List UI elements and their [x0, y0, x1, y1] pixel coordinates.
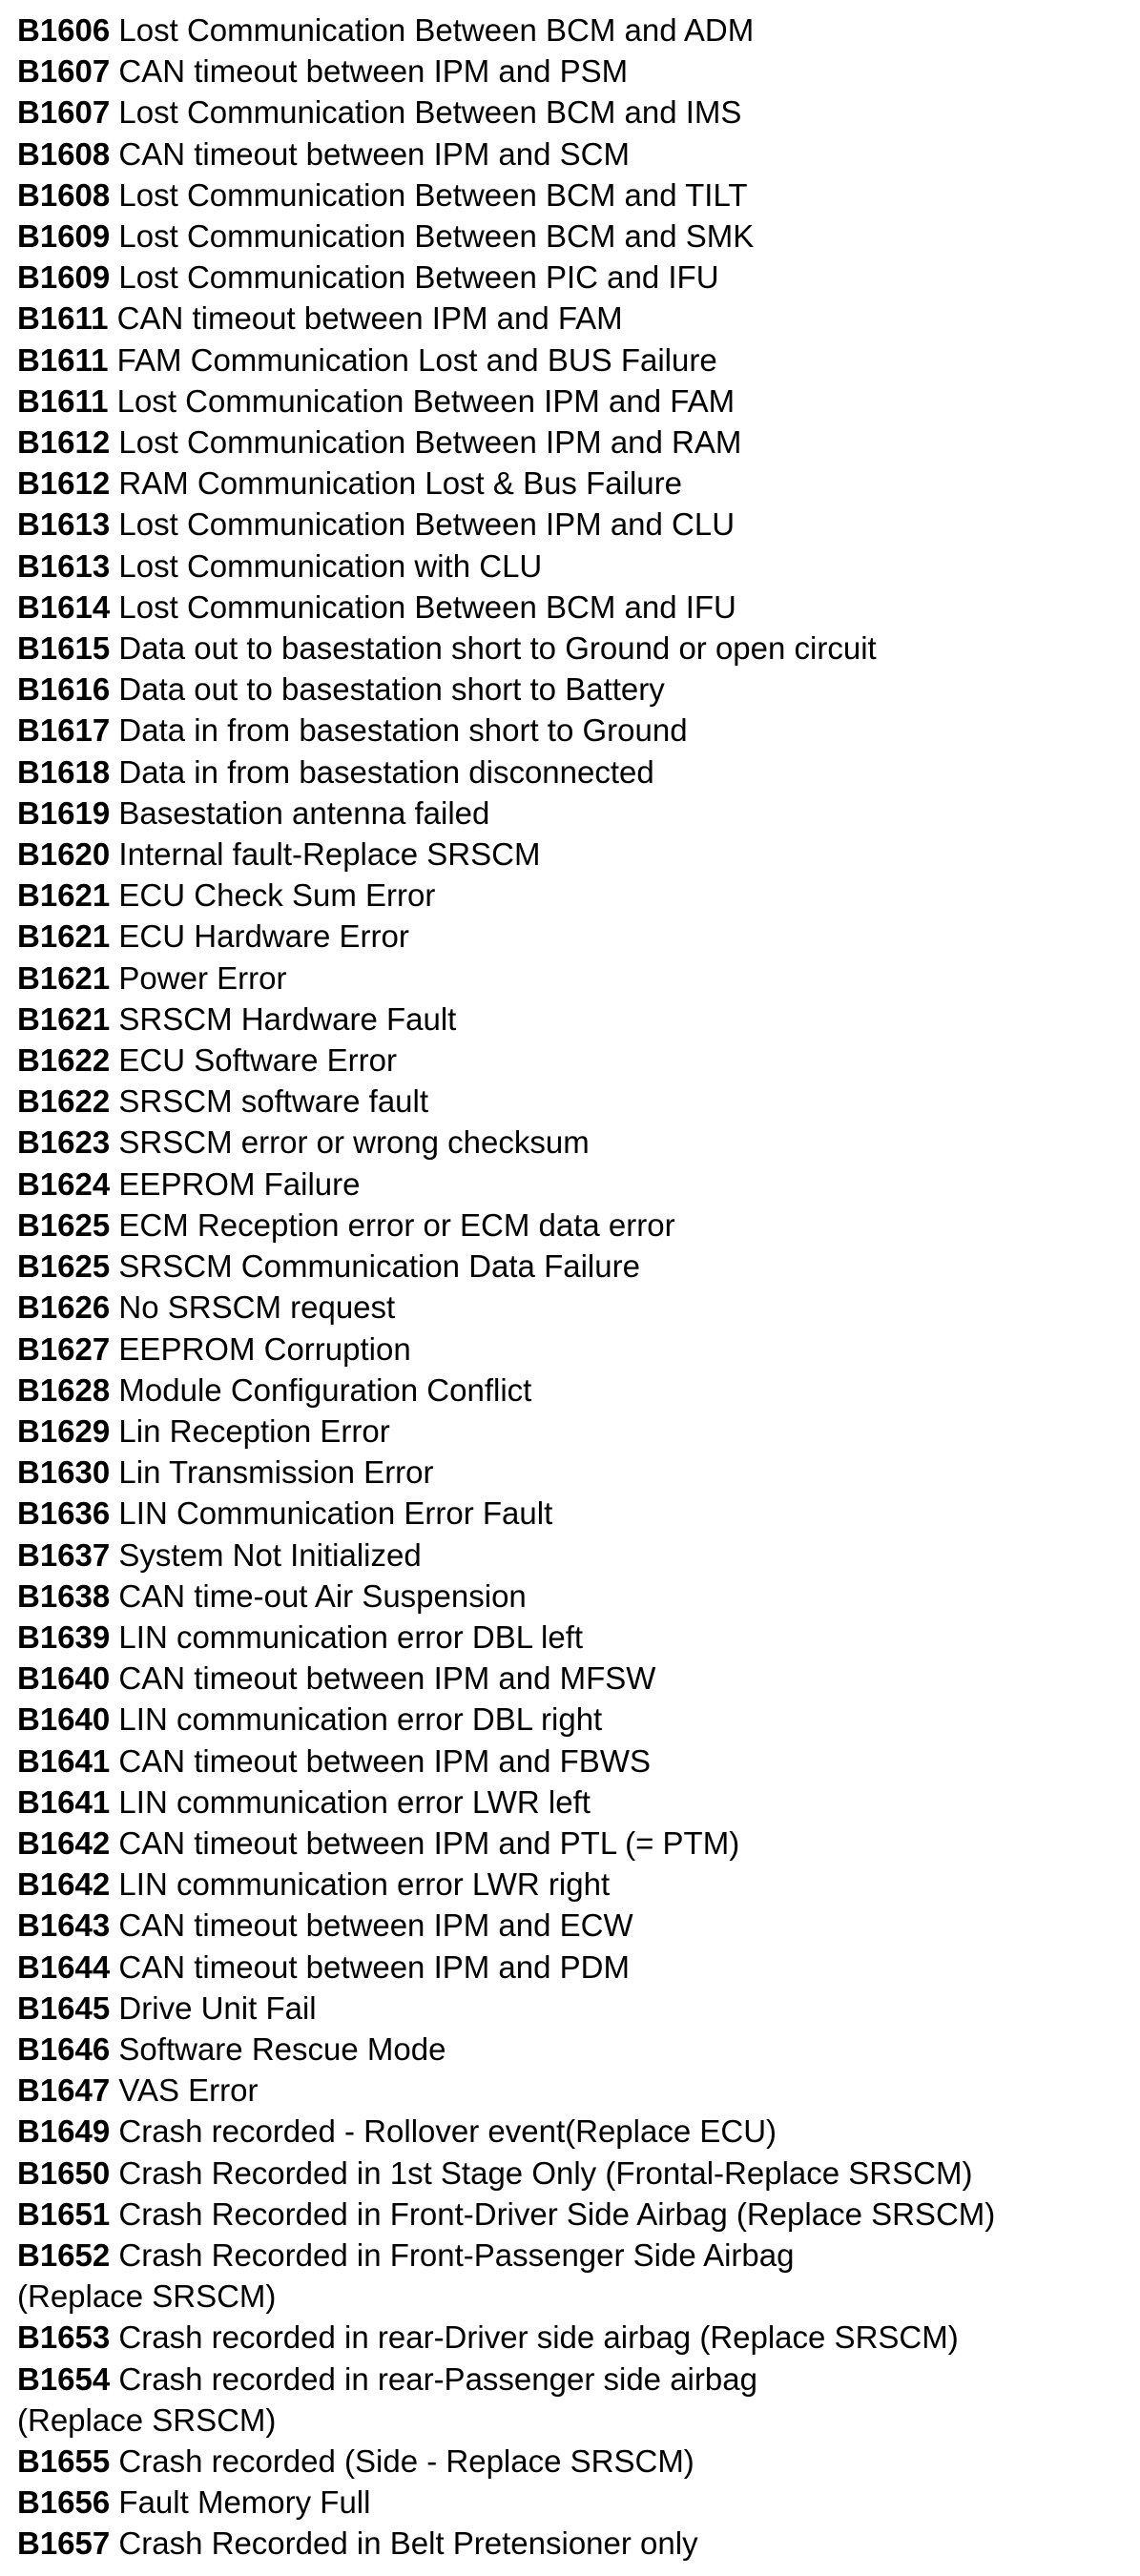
dtc-description: CAN timeout between IPM and PSM	[118, 53, 629, 90]
dtc-entry	[17, 1370, 1133, 1411]
dtc-entry	[17, 1864, 1133, 1905]
dtc-entry	[17, 669, 1133, 710]
dtc-code: B1611	[17, 300, 109, 337]
dtc-code: B1625	[17, 1248, 111, 1285]
dtc-entry	[17, 1287, 1133, 1328]
dtc-entry	[17, 999, 1133, 1040]
dtc-description: Crash Recorded in Front-Driver Side Airbag (Replace SRSCM)	[118, 2195, 996, 2232]
dtc-entry	[17, 1329, 1133, 1370]
dtc-code: B1606	[17, 12, 111, 48]
dtc-description: Data in from basestation disconnected	[118, 753, 654, 790]
dtc-description: CAN time-out Air Suspension	[118, 1577, 527, 1614]
dtc-entry	[17, 1741, 1133, 1782]
dtc-description: Crash Recorded in Belt Pretensioner only	[118, 2525, 698, 2562]
dtc-code: B1638	[17, 1577, 111, 1614]
dtc-entry	[17, 2153, 1133, 2194]
dtc-entry	[17, 216, 1133, 257]
dtc-entry	[17, 1988, 1133, 2029]
dtc-code: B1616	[17, 671, 111, 708]
dtc-code: B1643	[17, 1907, 111, 1944]
dtc-description: Lost Communication Between BCM and IMS	[118, 94, 742, 131]
dtc-entry	[17, 463, 1133, 504]
dtc-code: B1646	[17, 2030, 111, 2067]
dtc-code: B1615	[17, 630, 111, 667]
dtc-entry	[17, 504, 1133, 545]
dtc-description: Crash recorded (Side - Replace SRSCM)	[118, 2442, 694, 2479]
dtc-description: Crash recorded - Rollover event(Replace ECU)	[118, 2113, 777, 2150]
dtc-description: Lin Transmission Error	[118, 1454, 434, 1491]
dtc-entry	[17, 1617, 1133, 1658]
dtc-code: B1650	[17, 2154, 111, 2191]
dtc-entry	[17, 834, 1133, 875]
dtc-code: B1617	[17, 712, 111, 749]
dtc-code: B1651	[17, 2195, 111, 2232]
dtc-entry	[17, 546, 1133, 587]
dtc-entry	[17, 1699, 1133, 1740]
dtc-description: Data out to basestation short to Battery	[118, 671, 665, 708]
dtc-code: B1636	[17, 1495, 111, 1532]
dtc-entry	[17, 1947, 1133, 1988]
dtc-description: SRSCM error or wrong checksum	[118, 1124, 590, 1161]
dtc-code: B1608	[17, 176, 111, 213]
dtc-description-continuation: (Replace SRSCM)	[17, 2401, 277, 2438]
dtc-description: EEPROM Corruption	[118, 1330, 411, 1367]
dtc-code-list	[17, 10, 1133, 2565]
dtc-description: Drive Unit Fail	[118, 1989, 317, 2026]
dtc-description: LIN communication error LWR right	[118, 1866, 611, 1903]
dtc-description: Lost Communication Between BCM and ADM	[118, 12, 755, 48]
dtc-description: Lin Reception Error	[118, 1412, 390, 1449]
dtc-code: B1640	[17, 1660, 111, 1697]
dtc-code: B1619	[17, 794, 111, 831]
dtc-description: Crash Recorded in Front-Passenger Side Airbag	[118, 2236, 795, 2273]
dtc-description: LIN Communication Error Fault	[118, 1495, 553, 1532]
dtc-code: B1630	[17, 1454, 111, 1491]
dtc-code: B1629	[17, 1412, 111, 1449]
dtc-description: Crash Recorded in 1st Stage Only (Frontal-Replace SRSCM)	[118, 2154, 973, 2191]
dtc-description: Internal fault-Replace SRSCM	[118, 836, 541, 873]
dtc-description: RAM Communication Lost & Bus Failure	[118, 465, 682, 502]
dtc-entry	[17, 1411, 1133, 1452]
dtc-entry	[17, 628, 1133, 669]
dtc-entry	[17, 1205, 1133, 1246]
dtc-entry	[17, 92, 1133, 133]
dtc-code: B1614	[17, 588, 111, 625]
dtc-description: Lost Communication with CLU	[118, 547, 543, 584]
dtc-code: B1612	[17, 424, 111, 461]
dtc-description: Software Rescue Mode	[118, 2030, 446, 2067]
dtc-entry	[17, 1658, 1133, 1699]
dtc-code: B1644	[17, 1948, 111, 1985]
dtc-entry	[17, 2070, 1133, 2111]
dtc-description: Lost Communication Between BCM and SMK	[118, 218, 755, 255]
dtc-entry	[17, 1081, 1133, 1122]
dtc-entry	[17, 1576, 1133, 1617]
dtc-description: SRSCM Hardware Fault	[118, 1000, 457, 1037]
dtc-code: B1621	[17, 877, 111, 914]
dtc-code: B1607	[17, 94, 111, 131]
dtc-description: LIN communication error DBL right	[118, 1701, 603, 1738]
dtc-code: B1653	[17, 2319, 111, 2356]
dtc-code: B1655	[17, 2442, 111, 2479]
dtc-code: B1657	[17, 2525, 111, 2562]
dtc-description: CAN timeout between IPM and FAM	[116, 300, 623, 337]
dtc-entry	[17, 2523, 1133, 2564]
dtc-description: CAN timeout between IPM and FBWS	[118, 1742, 651, 1779]
dtc-entry	[17, 1782, 1133, 1823]
dtc-code: B1618	[17, 753, 111, 790]
dtc-entry	[17, 1905, 1133, 1946]
dtc-entry	[17, 2359, 1133, 2400]
dtc-code: B1621	[17, 1000, 111, 1037]
dtc-entry	[17, 1040, 1133, 1081]
dtc-code: B1625	[17, 1206, 111, 1243]
dtc-code: B1641	[17, 1783, 111, 1820]
dtc-code: B1637	[17, 1536, 111, 1573]
dtc-code: B1641	[17, 1742, 111, 1779]
dtc-entry	[17, 793, 1133, 834]
dtc-description: Lost Communication Between IPM and RAM	[118, 424, 742, 461]
dtc-description: ECU Hardware Error	[118, 918, 409, 955]
dtc-code: B1652	[17, 2236, 111, 2273]
dtc-description: ECU Software Error	[118, 1042, 397, 1079]
dtc-code: B1620	[17, 836, 111, 873]
dtc-description: Lost Communication Between PIC and IFU	[118, 259, 719, 296]
dtc-entry	[17, 1246, 1133, 1287]
dtc-entry	[17, 134, 1133, 175]
dtc-code: B1607	[17, 53, 111, 90]
dtc-entry	[17, 1535, 1133, 1576]
dtc-entry	[17, 752, 1133, 793]
dtc-code: B1621	[17, 918, 111, 955]
dtc-code: B1639	[17, 1618, 111, 1655]
dtc-description: SRSCM software fault	[118, 1083, 429, 1120]
dtc-entry	[17, 1493, 1133, 1534]
dtc-description: System Not Initialized	[118, 1536, 422, 1573]
dtc-code: B1609	[17, 259, 111, 296]
dtc-code: B1611	[17, 382, 109, 419]
dtc-entry	[17, 1823, 1133, 1864]
dtc-description: CAN timeout between IPM and MFSW	[118, 1660, 656, 1697]
dtc-code: B1624	[17, 1165, 111, 1202]
dtc-code: B1640	[17, 1701, 111, 1738]
dtc-description: Crash recorded in rear-Driver side airbag (Replace SRSCM)	[118, 2319, 959, 2356]
dtc-code: B1642	[17, 1824, 111, 1861]
dtc-entry	[17, 2482, 1133, 2523]
dtc-code: B1623	[17, 1124, 111, 1161]
dtc-description: ECU Check Sum Error	[118, 877, 436, 914]
dtc-description: Lost Communication Between IPM and FAM	[116, 382, 736, 419]
dtc-entry	[17, 587, 1133, 628]
dtc-entry	[17, 422, 1133, 463]
dtc-entry	[17, 175, 1133, 216]
dtc-description: CAN timeout between IPM and SCM	[118, 135, 630, 172]
dtc-description: CAN timeout between IPM and PTL (= PTM)	[118, 1824, 740, 1861]
dtc-description: Lost Communication Between BCM and IFU	[118, 588, 736, 625]
dtc-description: Data out to basestation short to Ground or open circuit	[118, 630, 877, 667]
dtc-entry	[17, 2317, 1133, 2358]
dtc-code: B1628	[17, 1371, 111, 1408]
dtc-description-continuation: (Replace SRSCM)	[17, 2278, 277, 2315]
dtc-description: VAS Error	[118, 2072, 259, 2109]
dtc-entry	[17, 257, 1133, 298]
dtc-description: Basestation antenna failed	[118, 794, 490, 831]
dtc-entry	[17, 1164, 1133, 1205]
dtc-description: No SRSCM request	[118, 1289, 396, 1326]
dtc-code: B1626	[17, 1289, 111, 1326]
dtc-description: Module Configuration Conflict	[118, 1371, 532, 1408]
dtc-code: B1622	[17, 1083, 111, 1120]
dtc-entry	[17, 2441, 1133, 2482]
dtc-description: Crash recorded in rear-Passenger side airbag	[118, 2360, 757, 2397]
dtc-entry	[17, 916, 1133, 957]
dtc-entry	[17, 1122, 1133, 1163]
dtc-code: B1656	[17, 2484, 111, 2521]
dtc-code: B1621	[17, 959, 111, 996]
dtc-entry	[17, 51, 1133, 92]
dtc-code: B1645	[17, 1989, 111, 2026]
dtc-code: B1611	[17, 341, 109, 378]
dtc-entry	[17, 10, 1133, 51]
dtc-description: SRSCM Communication Data Failure	[118, 1248, 640, 1285]
dtc-entry	[17, 958, 1133, 999]
dtc-description: Lost Communication Between BCM and TILT	[118, 176, 748, 213]
dtc-description: Lost Communication Between IPM and CLU	[118, 506, 736, 543]
dtc-code: B1609	[17, 218, 111, 255]
dtc-description: LIN communication error DBL left	[118, 1618, 584, 1655]
dtc-description: FAM Communication Lost and BUS Failure	[116, 341, 717, 378]
dtc-description: CAN timeout between IPM and ECW	[118, 1907, 633, 1944]
dtc-code: B1649	[17, 2113, 111, 2150]
dtc-entry	[17, 710, 1133, 751]
dtc-entry	[17, 2194, 1133, 2235]
dtc-description: Fault Memory Full	[118, 2484, 371, 2521]
dtc-code: B1608	[17, 135, 111, 172]
dtc-entry	[17, 2111, 1133, 2152]
dtc-entry	[17, 1452, 1133, 1493]
dtc-code: B1613	[17, 547, 111, 584]
dtc-description: ECM Reception error or ECM data error	[118, 1206, 675, 1243]
dtc-code: B1642	[17, 1866, 111, 1903]
dtc-code: B1613	[17, 506, 111, 543]
dtc-description: CAN timeout between IPM and PDM	[118, 1948, 630, 1985]
dtc-code: B1612	[17, 465, 111, 502]
dtc-entry	[17, 2235, 1133, 2276]
dtc-entry	[17, 875, 1133, 916]
dtc-code: B1647	[17, 2072, 111, 2109]
dtc-entry	[17, 340, 1133, 381]
dtc-description: LIN communication error LWR left	[118, 1783, 591, 1820]
dtc-code: B1622	[17, 1042, 111, 1079]
dtc-description: Data in from basestation short to Ground	[118, 712, 688, 749]
dtc-entry	[17, 381, 1133, 422]
dtc-description: Power Error	[118, 959, 287, 996]
dtc-entry	[17, 298, 1133, 339]
dtc-code: B1627	[17, 1330, 111, 1367]
dtc-code: B1654	[17, 2360, 111, 2397]
dtc-description: EEPROM Failure	[118, 1165, 361, 1202]
dtc-entry	[17, 2029, 1133, 2070]
